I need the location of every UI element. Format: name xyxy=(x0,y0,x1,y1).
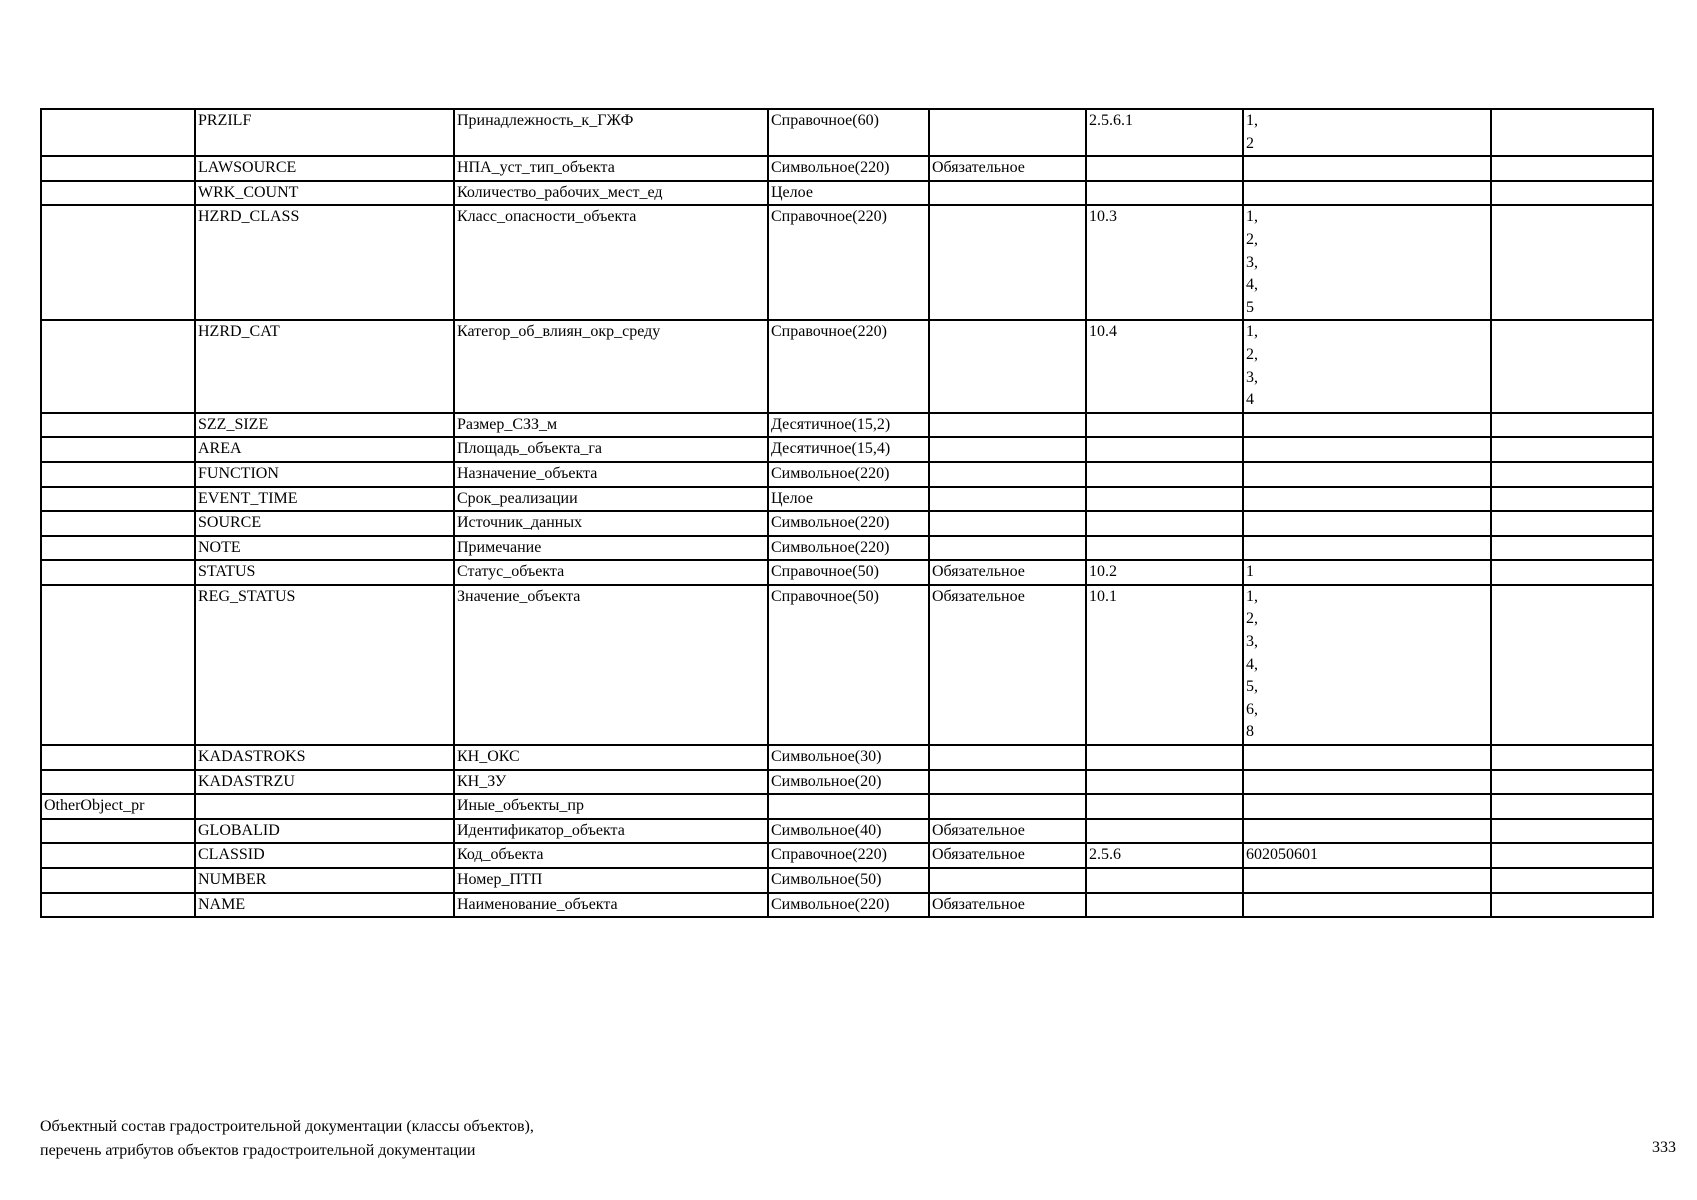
cell-class-name xyxy=(41,893,195,918)
cell-note xyxy=(1491,536,1653,561)
cell-values xyxy=(1243,462,1491,487)
cell-class-name: OtherObject_pr xyxy=(41,794,195,819)
cell-note xyxy=(1491,770,1653,795)
cell-field-type xyxy=(768,794,929,819)
cell-required: Обязательное xyxy=(929,156,1086,181)
cell-note xyxy=(1491,181,1653,206)
cell-note xyxy=(1491,511,1653,536)
cell-required xyxy=(929,794,1086,819)
cell-required xyxy=(929,413,1086,438)
table-row xyxy=(41,462,1653,487)
cell-values xyxy=(1243,819,1491,844)
cell-field-alias: Площадь_объекта_га xyxy=(454,437,768,462)
cell-values xyxy=(1243,511,1491,536)
cell-required: Обязательное xyxy=(929,585,1086,745)
page-number: 333 xyxy=(1652,1139,1676,1156)
cell-field-name: NOTE xyxy=(195,536,454,561)
cell-class-name xyxy=(41,843,195,868)
cell-required xyxy=(929,868,1086,893)
cell-field-name: STATUS xyxy=(195,560,454,585)
cell-note xyxy=(1491,843,1653,868)
cell-values: 602050601 xyxy=(1243,843,1491,868)
cell-field-type: Целое xyxy=(768,181,929,206)
cell-class-name xyxy=(41,770,195,795)
table-row xyxy=(41,536,1653,561)
cell-values xyxy=(1243,536,1491,561)
cell-field-alias: НПА_уст_тип_объекта xyxy=(454,156,768,181)
cell-field-name: WRK_COUNT xyxy=(195,181,454,206)
cell-reference xyxy=(1086,868,1243,893)
cell-reference xyxy=(1086,794,1243,819)
table-row xyxy=(41,109,1653,156)
cell-note xyxy=(1491,868,1653,893)
cell-field-name: LAWSOURCE xyxy=(195,156,454,181)
table-row xyxy=(41,181,1653,206)
cell-field-alias: Код_объекта xyxy=(454,843,768,868)
cell-field-type: Десятичное(15,4) xyxy=(768,437,929,462)
cell-field-alias: Идентификатор_объекта xyxy=(454,819,768,844)
cell-values xyxy=(1243,794,1491,819)
table-row xyxy=(41,843,1653,868)
cell-field-name: AREA xyxy=(195,437,454,462)
cell-note xyxy=(1491,794,1653,819)
table-row xyxy=(41,413,1653,438)
cell-required xyxy=(929,181,1086,206)
cell-note xyxy=(1491,893,1653,918)
cell-reference xyxy=(1086,745,1243,770)
cell-class-name xyxy=(41,462,195,487)
cell-required xyxy=(929,437,1086,462)
table-row xyxy=(41,745,1653,770)
cell-required xyxy=(929,109,1086,156)
cell-values xyxy=(1243,437,1491,462)
cell-required xyxy=(929,205,1086,320)
cell-note xyxy=(1491,205,1653,320)
cell-values: 1, 2 xyxy=(1243,109,1491,156)
cell-field-name: PRZILF xyxy=(195,109,454,156)
table-row xyxy=(41,205,1653,320)
cell-field-alias: Срок_реализации xyxy=(454,487,768,512)
cell-field-alias: Иные_объекты_пр xyxy=(454,794,768,819)
cell-reference xyxy=(1086,511,1243,536)
table-row xyxy=(41,819,1653,844)
cell-class-name xyxy=(41,320,195,412)
cell-values: 1, 2, 3, 4 xyxy=(1243,320,1491,412)
cell-reference: 10.1 xyxy=(1086,585,1243,745)
cell-reference: 2.5.6 xyxy=(1086,843,1243,868)
table-row xyxy=(41,156,1653,181)
cell-field-alias: КН_ОКС xyxy=(454,745,768,770)
cell-reference xyxy=(1086,181,1243,206)
cell-field-type: Справочное(50) xyxy=(768,585,929,745)
table-row xyxy=(41,560,1653,585)
table-row xyxy=(41,511,1653,536)
table-body xyxy=(41,109,1653,917)
cell-field-name: NAME xyxy=(195,893,454,918)
cell-field-type: Символьное(20) xyxy=(768,770,929,795)
cell-required xyxy=(929,770,1086,795)
cell-class-name xyxy=(41,181,195,206)
cell-reference xyxy=(1086,462,1243,487)
cell-class-name xyxy=(41,560,195,585)
cell-reference xyxy=(1086,893,1243,918)
cell-field-type: Справочное(60) xyxy=(768,109,929,156)
cell-field-alias: Класс_опасности_объекта xyxy=(454,205,768,320)
cell-required xyxy=(929,511,1086,536)
footer-caption xyxy=(40,1115,534,1163)
attributes-table xyxy=(40,108,1654,918)
cell-required: Обязательное xyxy=(929,560,1086,585)
cell-field-alias: Источник_данных xyxy=(454,511,768,536)
table-row xyxy=(41,487,1653,512)
cell-reference xyxy=(1086,413,1243,438)
cell-field-name: KADASTROKS xyxy=(195,745,454,770)
cell-field-type: Символьное(40) xyxy=(768,819,929,844)
table-row xyxy=(41,794,1653,819)
cell-note xyxy=(1491,437,1653,462)
cell-field-name: CLASSID xyxy=(195,843,454,868)
cell-field-name xyxy=(195,794,454,819)
cell-field-type: Целое xyxy=(768,487,929,512)
cell-field-name: FUNCTION xyxy=(195,462,454,487)
cell-note xyxy=(1491,156,1653,181)
cell-field-alias: Категор_об_влиян_окр_среду xyxy=(454,320,768,412)
cell-values xyxy=(1243,745,1491,770)
cell-reference: 10.2 xyxy=(1086,560,1243,585)
table-row xyxy=(41,868,1653,893)
cell-values xyxy=(1243,156,1491,181)
cell-class-name xyxy=(41,819,195,844)
cell-reference xyxy=(1086,156,1243,181)
cell-field-alias: Значение_объекта xyxy=(454,585,768,745)
cell-field-name: SOURCE xyxy=(195,511,454,536)
cell-required xyxy=(929,536,1086,561)
cell-required xyxy=(929,320,1086,412)
cell-field-name: EVENT_TIME xyxy=(195,487,454,512)
cell-class-name xyxy=(41,511,195,536)
cell-values xyxy=(1243,868,1491,893)
cell-field-alias: Статус_объекта xyxy=(454,560,768,585)
cell-field-name: HZRD_CAT xyxy=(195,320,454,412)
cell-field-type: Символьное(220) xyxy=(768,462,929,487)
cell-reference xyxy=(1086,536,1243,561)
cell-values xyxy=(1243,487,1491,512)
cell-reference xyxy=(1086,770,1243,795)
cell-values: 1, 2, 3, 4, 5 xyxy=(1243,205,1491,320)
cell-reference xyxy=(1086,437,1243,462)
table-row xyxy=(41,437,1653,462)
cell-field-alias: Размер_СЗЗ_м xyxy=(454,413,768,438)
cell-class-name xyxy=(41,156,195,181)
cell-field-name: SZZ_SIZE xyxy=(195,413,454,438)
cell-field-type: Справочное(220) xyxy=(768,320,929,412)
cell-note xyxy=(1491,560,1653,585)
table-row xyxy=(41,893,1653,918)
cell-field-alias: Количество_рабочих_мест_ед xyxy=(454,181,768,206)
cell-values xyxy=(1243,893,1491,918)
cell-field-type: Символьное(220) xyxy=(768,511,929,536)
cell-field-type: Символьное(50) xyxy=(768,868,929,893)
cell-reference: 10.4 xyxy=(1086,320,1243,412)
cell-reference xyxy=(1086,819,1243,844)
cell-class-name xyxy=(41,585,195,745)
footer-line-2: перечень атрибутов объектов градостроительной документации xyxy=(40,1142,476,1159)
cell-reference: 10.3 xyxy=(1086,205,1243,320)
cell-field-name: HZRD_CLASS xyxy=(195,205,454,320)
footer-line-1: Объектный состав градостроительной документации (классы объектов), xyxy=(40,1118,534,1135)
cell-note xyxy=(1491,320,1653,412)
cell-values xyxy=(1243,181,1491,206)
cell-note xyxy=(1491,819,1653,844)
cell-values xyxy=(1243,413,1491,438)
table-row xyxy=(41,770,1653,795)
cell-field-type: Символьное(220) xyxy=(768,893,929,918)
cell-field-alias: Наименование_объекта xyxy=(454,893,768,918)
cell-field-type: Символьное(30) xyxy=(768,745,929,770)
cell-note xyxy=(1491,585,1653,745)
cell-class-name xyxy=(41,205,195,320)
cell-reference xyxy=(1086,487,1243,512)
cell-field-alias: Примечание xyxy=(454,536,768,561)
cell-values xyxy=(1243,770,1491,795)
cell-field-type: Справочное(220) xyxy=(768,205,929,320)
cell-field-alias: Принадлежность_к_ГЖФ xyxy=(454,109,768,156)
cell-note xyxy=(1491,413,1653,438)
cell-note xyxy=(1491,745,1653,770)
cell-class-name xyxy=(41,536,195,561)
cell-required: Обязательное xyxy=(929,843,1086,868)
cell-field-type: Символьное(220) xyxy=(768,156,929,181)
cell-field-type: Символьное(220) xyxy=(768,536,929,561)
cell-field-name: KADASTRZU xyxy=(195,770,454,795)
cell-required xyxy=(929,745,1086,770)
cell-field-alias: Номер_ПТП xyxy=(454,868,768,893)
cell-values: 1, 2, 3, 4, 5, 6, 8 xyxy=(1243,585,1491,745)
cell-field-alias: Назначение_объекта xyxy=(454,462,768,487)
cell-note xyxy=(1491,462,1653,487)
cell-class-name xyxy=(41,109,195,156)
cell-required: Обязательное xyxy=(929,819,1086,844)
cell-class-name xyxy=(41,413,195,438)
cell-field-name: REG_STATUS xyxy=(195,585,454,745)
cell-class-name xyxy=(41,745,195,770)
cell-class-name xyxy=(41,487,195,512)
table-row xyxy=(41,320,1653,412)
cell-required xyxy=(929,487,1086,512)
cell-field-alias: КН_ЗУ xyxy=(454,770,768,795)
cell-field-name: NUMBER xyxy=(195,868,454,893)
cell-field-type: Справочное(50) xyxy=(768,560,929,585)
cell-required: Обязательное xyxy=(929,893,1086,918)
cell-required xyxy=(929,462,1086,487)
table-row xyxy=(41,585,1653,745)
cell-class-name xyxy=(41,437,195,462)
cell-reference: 2.5.6.1 xyxy=(1086,109,1243,156)
cell-field-type: Десятичное(15,2) xyxy=(768,413,929,438)
cell-field-name: GLOBALID xyxy=(195,819,454,844)
cell-note xyxy=(1491,109,1653,156)
cell-values: 1 xyxy=(1243,560,1491,585)
cell-note xyxy=(1491,487,1653,512)
cell-field-type: Справочное(220) xyxy=(768,843,929,868)
cell-class-name xyxy=(41,868,195,893)
